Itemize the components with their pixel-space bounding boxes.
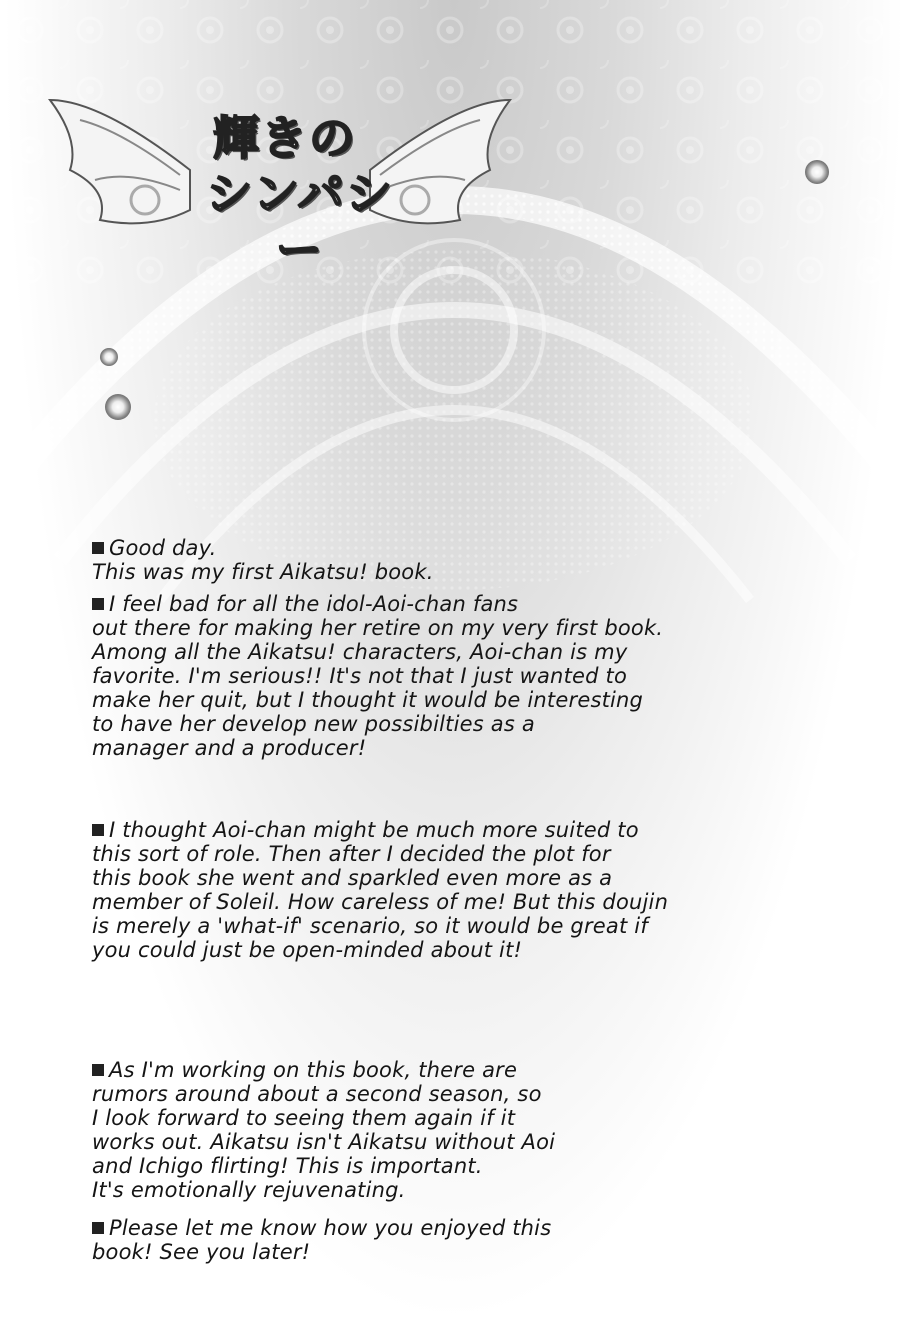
note-line: Among all the Aikatsu! characters, Aoi-chan is my xyxy=(92,640,628,664)
sparkle-decoration xyxy=(100,348,118,366)
note-line: I feel bad for all the idol-Aoi-chan fans xyxy=(109,592,519,616)
note-line: make her quit, but I thought it would be interesting xyxy=(92,688,644,712)
note-paragraph-2 xyxy=(92,592,712,760)
sparkle-decoration xyxy=(105,394,131,420)
sparkle-decoration xyxy=(805,160,829,184)
note-line: to have her develop new possibilties as a xyxy=(92,712,535,736)
title-logo-line2: シンパシー xyxy=(206,167,394,277)
bullet-square-icon xyxy=(92,1222,104,1234)
title-logo-text xyxy=(155,110,415,278)
bullet-square-icon xyxy=(92,1064,104,1076)
note-line: It's emotionally rejuvenating. xyxy=(92,1178,406,1202)
title-logo-line1: 輝きの xyxy=(213,111,357,165)
note-line: I look forward to seeing them again if it xyxy=(92,1106,516,1130)
note-line: This was my first Aikatsu! book. xyxy=(92,560,434,584)
afterword-notes xyxy=(92,536,712,1264)
note-line: out there for making her retire on my very first book. xyxy=(92,616,664,640)
note-line: this sort of role. Then after I decided the plot for xyxy=(92,842,611,866)
note-paragraph-1 xyxy=(92,536,712,584)
note-line: member of Soleil. How careless of me! But this doujin xyxy=(92,890,669,914)
note-line: As I'm working on this book, there are xyxy=(109,1058,518,1082)
note-line: I thought Aoi-chan might be much more suited to xyxy=(109,818,639,842)
note-line: this book she went and sparkled even more as a xyxy=(92,866,613,890)
note-line: you could just be open-minded about it! xyxy=(92,938,523,962)
note-paragraph-5 xyxy=(92,1216,712,1264)
note-paragraph-4 xyxy=(92,1058,712,1202)
note-line: Good day. xyxy=(109,536,217,560)
note-line: rumors around about a second season, so xyxy=(92,1082,542,1106)
bullet-square-icon xyxy=(92,598,104,610)
note-line: Please let me know how you enjoyed this xyxy=(109,1216,552,1240)
bullet-square-icon xyxy=(92,824,104,836)
note-line: and Ichigo flirting! This is important. xyxy=(92,1154,483,1178)
note-line: manager and a producer! xyxy=(92,736,367,760)
note-line: book! See you later! xyxy=(92,1240,311,1264)
bullet-square-icon xyxy=(92,542,104,554)
note-paragraph-3 xyxy=(92,818,712,962)
note-line: works out. Aikatsu isn't Aikatsu without Aoi xyxy=(92,1130,556,1154)
note-line: favorite. I'm serious!! It's not that I just wanted to xyxy=(92,664,628,688)
note-line: is merely a 'what-if' scenario, so it would be great if xyxy=(92,914,648,938)
